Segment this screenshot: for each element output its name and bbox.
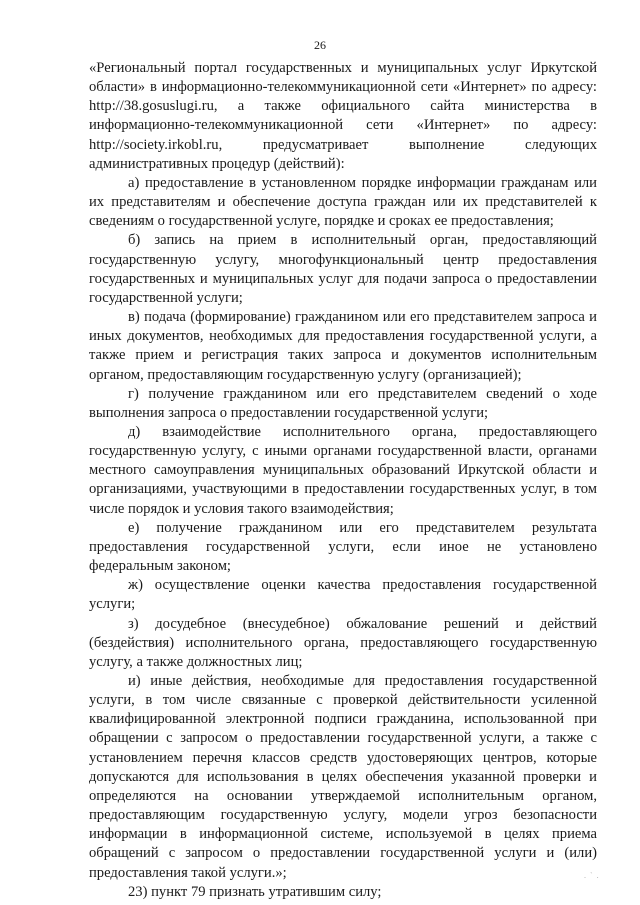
list-item-i: и) иные действия, необходимые для предоставления государственной услуги, в том числе связанные с проверкой действительности усиленной квалифицированной электронной подписи гражданина, использованной при обращении с запросом о предоставлении государственной услуги, а также с установлением перечня классов средств удостоверяющих центров, которые допускаются для использования в целях обеспечения указанной проверки и определяются на основании утверждаемой исполнительным органом, предоставляющим государственную услугу, модели угроз безопасности информации в информационной системе, используемой в целях приема обращений с запросом о предоставлении государственной услуги и (или) предоставления такой услуги.»; xyxy=(89,673,597,881)
page-number: 26 xyxy=(314,38,326,52)
document-body xyxy=(89,59,597,902)
list-item-zh: ж) осуществление оценки качества предоставления государственной услуги; xyxy=(89,577,597,613)
list-item-z: з) досудебное (внесудебное) обжалование решений и действий (бездействия) исполнительного органа, предоставляющего государственную услугу, а также должностных лиц; xyxy=(89,615,597,670)
list-item-a: а) предоставление в установленном порядке информации гражданам или их представителям и обеспечение доступа граждан или их представителей к сведениям о государственной услуге, порядке и сроках ее предоставления; xyxy=(89,174,597,230)
list-item-b: б) запись на прием в исполнительный орган, предоставляющий государственную услугу, многофункциональный центр предоставления государственных и муниципальных услуг для подачи запроса о предоставлении государственной услуги; xyxy=(89,232,597,306)
paragraph-intro: «Региональный портал государственных и муниципальных услуг Иркутской области» в информационно-телекоммуникационной сети «Интернет» по адресу: http://38.gosuslugi.ru, а также официального сайта министерства в информационно-телекоммуникационной сети «Интернет» по адресу: http://society.irkobl.ru, предусматривает выполнение следующих административных процедур (действий): xyxy=(89,60,597,172)
scan-artifact: . ` . xyxy=(584,871,600,880)
list-item-d: д) взаимодействие исполнительного органа, предоставляющего государственную услугу, с иными органами государственной власти, органами местного самоуправления муниципальных образований Иркутской области и организациями, участвующими в предоставлении государственных услуг, в том числе порядок и условия такого взаимодействия; xyxy=(89,423,597,517)
list-item-v: в) подача (формирование) гражданином или его представителем запроса и иных документов, необходимых для предоставления государственной услуги, а также прием и регистрация таких запроса и документов исполнительным органом, предоставляющим государственную услугу (организацией); xyxy=(89,309,597,383)
paragraph-point-23: 23) пункт 79 признать утратившим силу; xyxy=(128,883,382,900)
list-item-e: е) получение гражданином или его представителем результата предоставления государственной услуги, если иное не установлено федеральным законом; xyxy=(89,519,597,575)
list-item-g: г) получение гражданином или его представителем сведений о ходе выполнения запроса о предоставлении государственной услуги; xyxy=(89,385,597,421)
